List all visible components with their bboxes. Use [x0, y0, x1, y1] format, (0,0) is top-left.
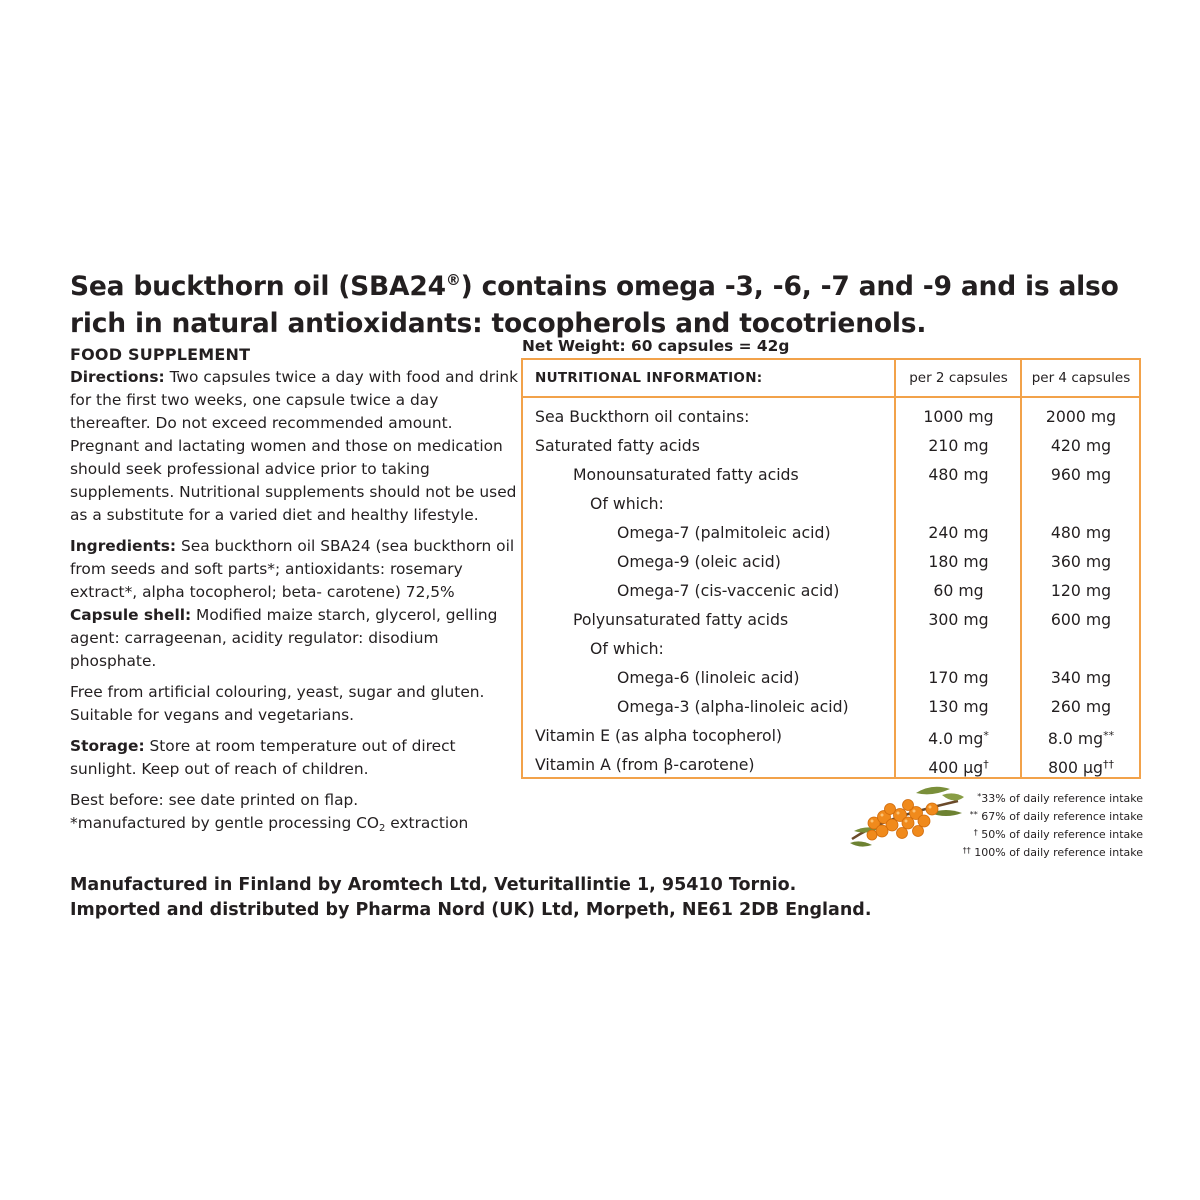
footnote-mark: †† [1102, 758, 1114, 771]
ingredients-label: Ingredients: [70, 537, 177, 555]
column-header-2-capsules: per 2 capsules [909, 370, 1008, 386]
capsule-shell-paragraph [70, 604, 518, 673]
row-label: Monounsaturated fatty acids [573, 465, 799, 484]
value-2-capsules: 300 mg [928, 610, 989, 629]
leaf [916, 787, 950, 795]
footnote [960, 843, 1143, 861]
footnote-mark: ** [969, 810, 978, 819]
manufacturing-note-text: extraction [385, 814, 469, 832]
table-row [523, 431, 1143, 460]
footnote-text: 67% of daily reference intake [977, 810, 1143, 823]
value-text: 8.0 mg [1047, 729, 1104, 748]
co2-subscript: 2 [378, 823, 386, 834]
table-title: NUTRITIONAL INFORMATION: [535, 370, 763, 386]
footnote-text: 100% of daily reference intake [970, 846, 1143, 859]
footnote [960, 807, 1143, 825]
net-weight: Net Weight: 60 capsules = 42g [522, 337, 790, 355]
value-2-capsules: 240 mg [928, 523, 989, 542]
leaf [850, 841, 872, 846]
footnotes [960, 789, 1143, 861]
column-header-4-capsules: per 4 capsules [1031, 370, 1131, 386]
table-row [523, 663, 1143, 692]
value-2-capsules: 480 mg [928, 465, 989, 484]
footnote-mark: * [983, 729, 989, 742]
table-row [523, 634, 1143, 663]
headline-text: ) contains omega -3, -6, -7 and -9 and is also [460, 271, 1119, 302]
value-4-capsules: 340 mg [1050, 668, 1112, 687]
table-row [523, 518, 1143, 547]
value-2-capsules: 170 mg [928, 668, 989, 687]
table-row [523, 750, 1143, 779]
row-label: Vitamin A (from β-carotene) [535, 755, 755, 774]
value-2-capsules: 130 mg [928, 697, 989, 716]
row-label: Omega-9 (oleic acid) [617, 552, 781, 571]
footnote-mark: † [983, 758, 989, 771]
footnote-mark: * [977, 792, 982, 801]
row-label: Saturated fatty acids [535, 436, 700, 455]
value-4-capsules: 260 mg [1050, 697, 1112, 716]
table-row [523, 460, 1143, 489]
row-label: Omega-7 (palmitoleic acid) [617, 523, 831, 542]
ingredients-paragraph [70, 535, 518, 604]
headline [70, 262, 1130, 342]
capsule-shell-label: Capsule shell: [70, 606, 192, 624]
value-4-capsules: 600 mg [1050, 610, 1112, 629]
table-row [523, 692, 1143, 721]
section-title: FOOD SUPPLEMENT [70, 345, 251, 364]
header-divider [523, 396, 1139, 398]
storage-text: Store at room temperature out of direct sunlight. Keep out of reach of children. [70, 737, 456, 778]
value-2-capsules [895, 721, 1022, 753]
sea-buckthorn-berries-illustration [846, 783, 966, 853]
value-2-capsules: 210 mg [928, 436, 989, 455]
table-row [523, 402, 1143, 431]
row-label: Vitamin E (as alpha tocopherol) [535, 726, 783, 745]
headline-text: Sea buckthorn oil (SBA24 [70, 271, 446, 302]
value-text: 4.0 mg [928, 729, 984, 748]
row-label: Omega-6 (linoleic acid) [617, 668, 800, 687]
footnote-text: 33% of daily reference intake [981, 792, 1143, 805]
value-4-capsules: 120 mg [1050, 581, 1112, 600]
value-text: 400 µg [928, 758, 984, 777]
value-4-capsules: 2000 mg [1045, 407, 1117, 426]
table-row [523, 721, 1143, 750]
row-label: Sea Buckthorn oil contains: [535, 407, 750, 426]
value-4-capsules: 360 mg [1050, 552, 1112, 571]
value-2-capsules [895, 750, 1022, 782]
capsule-shell-text: Modified maize starch, glycerol, gelling agent: carrageenan, acidity regulator: disodium phosphate. [70, 606, 498, 670]
value-2-capsules: 1000 mg [923, 407, 994, 426]
table-row [523, 489, 1143, 518]
free-from-paragraph: Free from artificial colouring, yeast, sugar and gluten. Suitable for vegans and vegetarians. [70, 683, 485, 724]
value-2-capsules: 60 mg [933, 581, 984, 600]
table-row [523, 547, 1143, 576]
row-label: Omega-7 (cis-vaccenic acid) [617, 581, 840, 600]
best-before: Best before: see date printed on flap. [70, 791, 359, 809]
row-label: Omega-3 (alpha-linoleic acid) [617, 697, 849, 716]
storage-paragraph [70, 735, 518, 781]
directions-paragraph [70, 366, 518, 527]
footnote [960, 789, 1143, 807]
nutrition-table [521, 358, 1141, 779]
footnote-mark: † [973, 828, 978, 837]
footnote-text: 50% of daily reference intake [977, 828, 1143, 841]
directions-label: Directions: [70, 368, 165, 386]
value-4-capsules: 420 mg [1050, 436, 1112, 455]
value-4-capsules [1021, 721, 1141, 753]
value-4-capsules: 480 mg [1050, 523, 1112, 542]
row-label: Polyunsaturated fatty acids [573, 610, 789, 629]
registered-mark: ® [445, 271, 461, 289]
manufacturing-note [70, 812, 518, 840]
manufacturer-footer [70, 873, 1130, 923]
label-text-column [70, 343, 518, 840]
directions-text: Two capsules twice a day with food and drink for the first two weeks, one capsule twice a day thereafter. Do not exceed recommended amount. Pregnant and lactating women and those on medication should seek professional advice prior to taking supplements. Nutritional supplements should not be used as a substitute for a varied diet and healthy lifestyle. [70, 368, 519, 524]
table-row [523, 605, 1143, 634]
distributor-line: Imported and distributed by Pharma Nord (UK) Ltd, Morpeth, NE61 2DB England. [70, 900, 872, 920]
ingredients-text: Sea buckthorn oil SBA24 (sea buckthorn oil from seeds and soft parts*; antioxidants: rosemary extract*, alpha tocopherol; beta- carotene) 72,5% [70, 537, 515, 601]
value-text: 800 µg [1048, 758, 1103, 777]
value-2-capsules: 180 mg [928, 552, 989, 571]
footnote-mark: †† [962, 846, 971, 855]
manufacturer-line: Manufactured in Finland by Aromtech Ltd, Veturitallintie 1, 95410 Tornio. [70, 875, 797, 895]
row-label: Of which: [590, 494, 664, 513]
value-4-capsules [1021, 750, 1141, 782]
footnote [960, 825, 1143, 843]
headline-line-1 [70, 262, 1130, 305]
value-4-capsules: 960 mg [1050, 465, 1112, 484]
row-label: Of which: [590, 639, 664, 658]
storage-label: Storage: [70, 737, 145, 755]
footnote-mark: ** [1103, 729, 1115, 742]
manufacturing-note-text: *manufactured by gentle processing CO [70, 814, 379, 832]
headline-line-2: rich in natural antioxidants: tocopherols and tocotrienols. [70, 308, 927, 339]
berry-cluster [867, 800, 938, 841]
table-row [523, 576, 1143, 605]
